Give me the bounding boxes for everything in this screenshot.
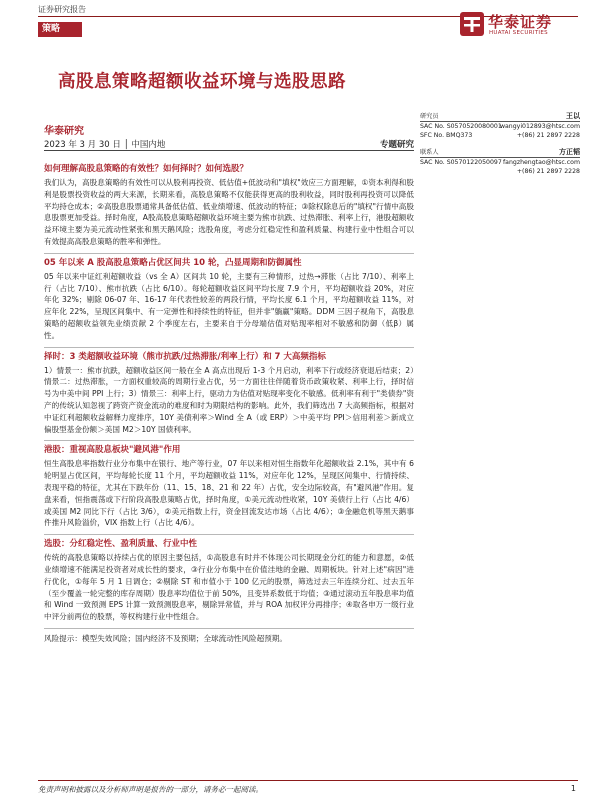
analyst-sac-row	[420, 158, 580, 167]
category-tag: 策略	[38, 22, 82, 37]
date-divider	[44, 150, 414, 151]
analyst-sfc: SFC No. BMQ373	[420, 132, 473, 139]
analyst-block	[420, 112, 580, 140]
section-heading: 如何理解高股息策略的有效性？如何择时？如何选股？	[44, 164, 249, 174]
analyst-role-row	[420, 148, 580, 157]
huatai-logo-mark-icon	[460, 12, 484, 36]
section-body: 05 年以来中证红利超额收益（vs 全 A）区间共 10 轮，主要有三种情形，过热→滞胀（占比 7/10）、利率上行（占比 7/10）、熊市抗跌（占比 6/10）。每轮超额收益区间平均长度 7.9 个月，平均超额收益 20%，对应年化 32%；剔除 06-07 年、16-17 年代表性较差的两段行情，平均长度 6.1 个月，平均超额收益 11%，对应年化 22%，呈现区间集中、有一定弹性和持续性的特征，但并非"躺赢"策略。DDM 三因子视角下，高股息策略的超额收益领先业绩贡献 2 个季度左右，主要来自于分母端估值对贴现率相对不敏感和防御（低β）属性。	[44, 271, 414, 340]
section-body: 我们认为，高股息策略的有效性可以从股利再投资、低估值+低波动和"填权"效应三方面理解，①资本利得和股利是股票投资收益的两大来源，长期来看，高股息策略不仅能获得更高的股利收益，同时股利再投资可以降低平均持仓成本；②高股息股票通常具备低估值、低业绩增速、低波动的特征；③除权除息后的"填权"行情中高股息股票更加受益。择时角度，A股高股息策略超额收益环境主要为熊市抗跌、过热滞胀、利率上行，港股超额收益环境主要为美元流动性紧张和黑天鹅风险；选股角度，考虑分红稳定性和盈利质量、构建行业中性组合可以有效提高高股息策略的胜率和弹性。	[44, 178, 414, 246]
section	[44, 257, 414, 348]
risk-warning: 风险提示：模型失效风险；国内经济不及预期；全球流动性风险超预期。	[44, 633, 287, 643]
report-title: 高股息策略超额收益环境与选股思路	[58, 72, 346, 92]
analyst-phone: +(86) 21 2897 2228	[516, 132, 580, 139]
analyst-role: 联系人	[420, 149, 439, 156]
section-body: 传统的高股息策略以持续占优的原因主要包括，①高股息有时并不体现公司长期现金分红的能力和意愿，②低业绩增速不能满足投资者对成长性的要求，③行业分布集中在价值洼地的金融、周期板块。针对上述"病因"进行优化，①每年 5 月 1 日调仓；②剔除 ST 和市值小于 100 亿元的股票，筛选过去三年连续分红、过去五年（至少覆盖一轮完整的库存周期）股息率均值位于前 50%，且变异系数低于均值；③通过滚动五年股息率均值和 Wind 一致预测 EPS 计算一致预测股息率，剔除异常值，并与 ROA 加权评分再排序；④取各申万一级行业中评分前两位的股票，等权构建行业中性组合。	[44, 553, 414, 622]
section	[44, 444, 414, 535]
analyst-sac-row	[420, 122, 580, 131]
page-number: 1	[570, 784, 576, 793]
section-divider	[44, 347, 414, 348]
section-heading: 05 年以来 A 股高股息策略占优区间共 10 轮，凸显周期和防御属性	[44, 257, 302, 268]
main-content	[44, 160, 414, 645]
analyst-sidebar	[420, 112, 580, 184]
analyst-name: 王以	[566, 112, 580, 120]
analyst-block	[420, 148, 580, 176]
date-line	[44, 138, 414, 150]
section-body: 恒生高股息率指数行业分布集中在银行、地产等行业，07 年以来相对恒生指数年化超额收益 2.1%，其中有 6 轮明显占优区间，平均每轮长度 11 个月，平均超额收益 11%，对应年化 12%，呈现区间集中、行情持续、表现平稳的特征，尤其在下跌年份（11、15、18、21 和 22 年）占优，安全边际较高，有"避风港"作用。复盘来看，恒指震荡或下行阶段高股息策略占优，择时角度，①美元流动性收紧，10Y 美债行上行（占比 4/6）或美国 M2 同比下行（占比 3/6），②美元指数上行，资金回流发达市场（占比 4/6）；③金融危机等黑天鹅事件推升风险溢价，VIX 指数上行（占比 4/6）。	[44, 459, 414, 528]
date-region: 2023 年 3 月 30 日 │ 中国内地	[44, 140, 166, 150]
analyst-email[interactable]: wangyi012893@htsc.com	[499, 123, 580, 130]
footer-disclaimer: 免责声明和披露以及分析师声明是报告的一部分，请务必一起阅读。	[38, 785, 263, 794]
analyst-phone: +(86) 21 2897 2228	[516, 168, 580, 175]
section-heading: 择时：3 类超额收益环境（熊市抗跌/过热滞胀/利率上行）和 7 大高频指标	[44, 351, 326, 362]
section-heading: 选股：分红稳定性、盈利质量、行业中性	[44, 539, 198, 550]
section-divider	[44, 253, 414, 254]
section	[44, 351, 414, 442]
analyst-role-row	[420, 112, 580, 121]
analyst-sac: SAC No. S0570520080001	[420, 123, 502, 130]
top-label: 证券研究报告	[38, 5, 86, 14]
analyst-email[interactable]: fangzhengtao@htsc.com	[503, 159, 580, 166]
section-body: 1）情景一：熊市抗跌，超额收益区间一般在全 A 高点出现后 1-3 个月启动，利率下行或经济衰退后结束；2）情景二：过热滞胀，一方面权重较高的周期行业占优，另一方面往往伴随着货币政策收紧、利率上行，择时信号为中美中间 PPI 上行；3）情景三：利率上行，驱动力为估值对贴现率变化不敏感。低利率有利于"类债券"资产的传统认知忽视了跨资产资金流动的难度和时为期限结构的影响。此外，我们筛选出 7 大高频指标，根据对中证红利超额收益解释力度排序，10Y 美债利率＞Wind 全 A（或 ERP）＞中美平均 PPI＞信用利差＞新成立偏股型基金份额＞美国 M2＞10Y 国债利率。	[44, 365, 414, 434]
footer-divider	[38, 780, 578, 781]
org-name: 华泰研究	[44, 126, 84, 137]
analyst-sac: SAC No. S0570122050097	[420, 159, 502, 166]
section-heading: 港股：重视高股息板块"避风港"作用	[44, 445, 181, 456]
section-divider	[44, 628, 414, 629]
analyst-name: 方正韬	[559, 148, 580, 156]
analyst-role: 研究员	[420, 113, 439, 120]
section-divider	[44, 440, 414, 441]
analyst-sfc-row	[420, 131, 580, 140]
section	[44, 538, 414, 629]
section-divider	[44, 534, 414, 535]
huatai-logo	[460, 10, 580, 42]
section	[44, 163, 414, 254]
logo-text-en: HUATAI SECURITIES	[489, 30, 548, 36]
analyst-phone-row	[420, 167, 580, 176]
report-type: 专题研究	[379, 140, 414, 150]
logo-text-cn: 华泰证券	[488, 13, 553, 31]
